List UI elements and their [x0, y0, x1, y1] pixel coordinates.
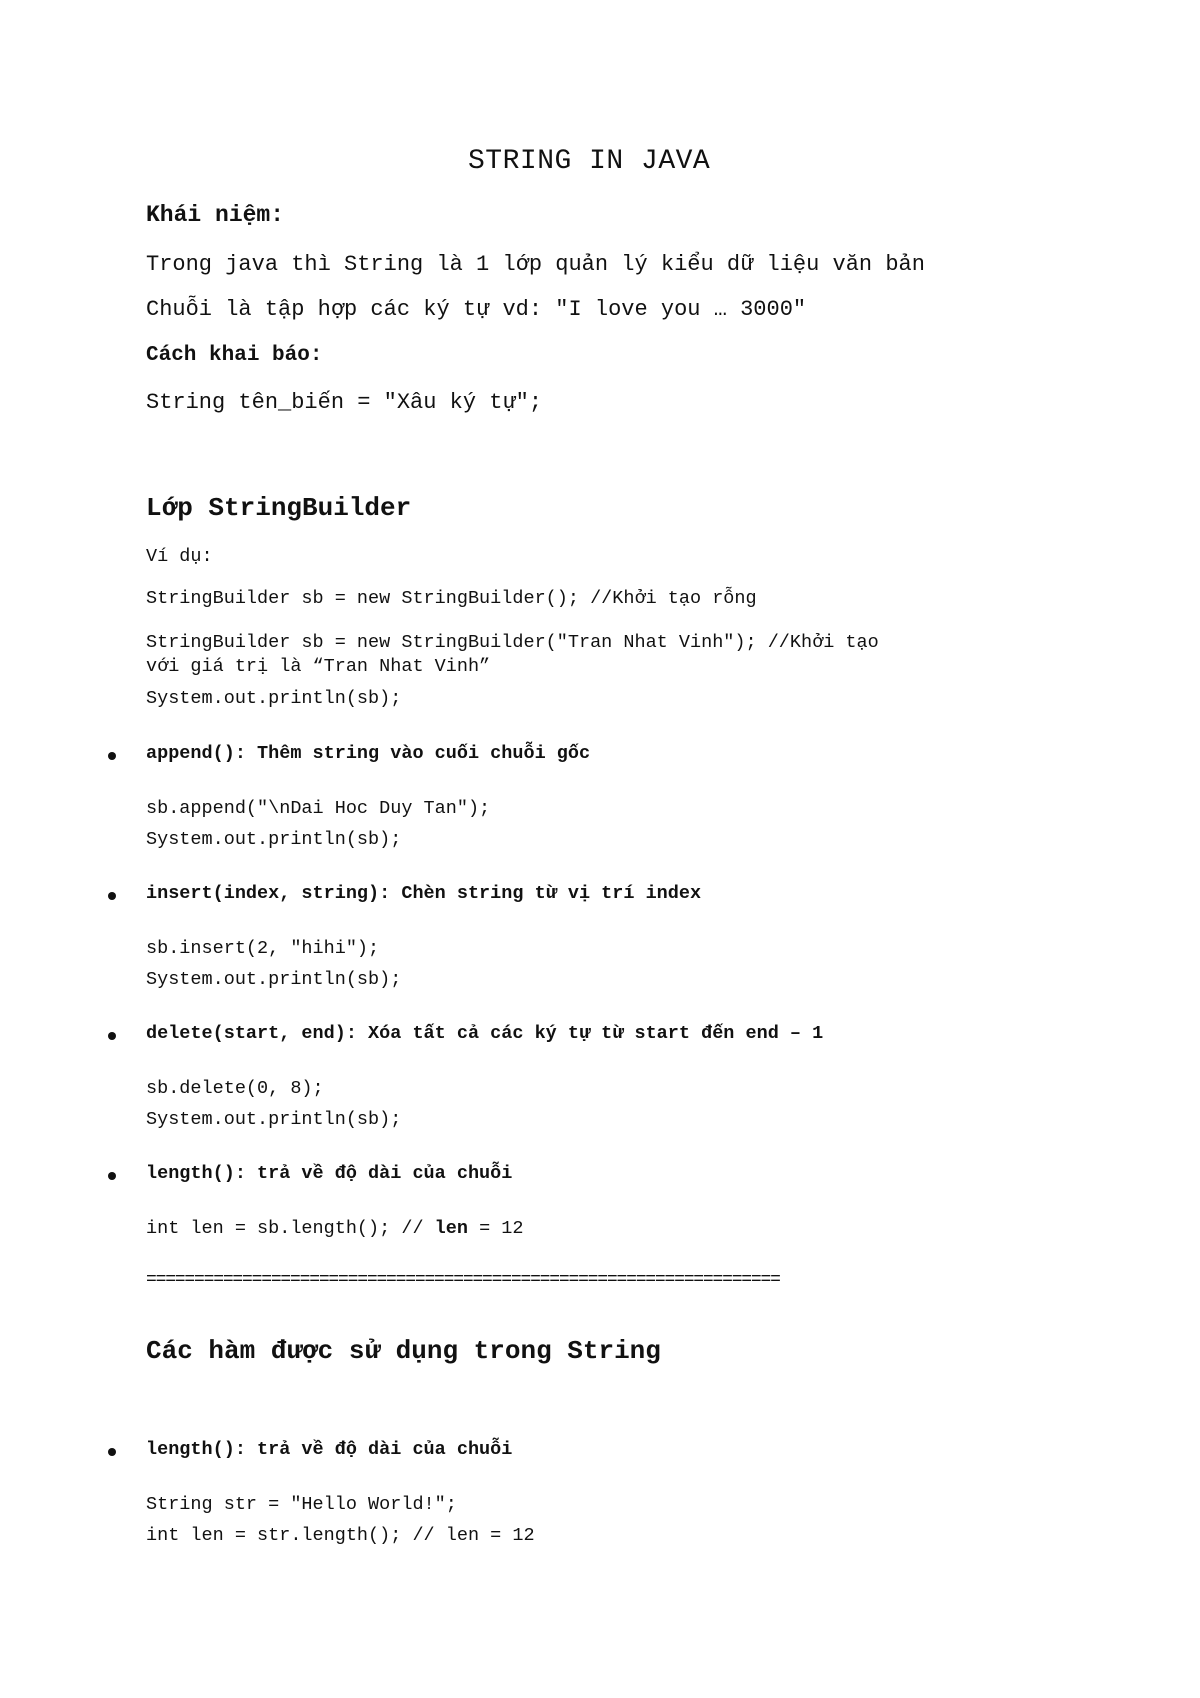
code-line: System.out.println(sb); — [146, 1109, 402, 1130]
declaration-code: String tên_biến = "Xâu ký tự"; — [146, 390, 543, 415]
method-insert-title: insert(index, string): Chèn string từ vị trí index — [146, 883, 702, 904]
code-suffix: = 12 — [467, 1218, 524, 1239]
string-length-title: length(): trả về độ dài của chuỗi — [146, 1439, 513, 1460]
code-line: System.out.println(sb); — [146, 688, 402, 709]
code-line: sb.append("\nDai Hoc Duy Tan"); — [146, 798, 491, 819]
code-line: System.out.println(sb); — [146, 969, 402, 990]
method-append-title: append(): Thêm string vào cuối chuỗi gốc — [146, 743, 591, 764]
bullet-icon — [108, 892, 116, 900]
bullet-icon — [108, 1172, 116, 1180]
bullet-icon — [108, 752, 116, 760]
string-functions-heading: Các hàm được sử dụng trong String — [146, 1336, 661, 1366]
code-line: với giá trị là “Tran Nhat Vinh” — [146, 656, 491, 677]
bullet-icon — [108, 1448, 116, 1456]
method-length-title: length(): trả về độ dài của chuỗi — [146, 1163, 513, 1184]
code-bold-keyword: len — [434, 1218, 468, 1239]
code-line: StringBuilder sb = new StringBuilder("Tran Nhat Vinh"); //Khởi tạo — [146, 632, 879, 653]
example-label: Ví dụ: — [146, 546, 213, 567]
code-prefix: int len = sb.length(); // — [146, 1218, 435, 1239]
separator-line: ================================================================== — [146, 1270, 780, 1290]
concept-line-2: Chuỗi là tập hợp các ký tự vd: "I love you … 3000" — [146, 297, 807, 322]
code-line — [146, 1218, 523, 1239]
concept-line-1: Trong java thì String là 1 lớp quản lý kiểu dữ liệu văn bản — [146, 252, 925, 277]
code-line: String str = "Hello World!"; — [146, 1494, 457, 1515]
code-line: sb.insert(2, "hihi"); — [146, 938, 380, 959]
stringbuilder-heading: Lớp StringBuilder — [146, 493, 412, 523]
code-line: StringBuilder sb = new StringBuilder(); //Khởi tạo rỗng — [146, 588, 757, 609]
bullet-icon — [108, 1032, 116, 1040]
concept-heading: Khái niệm: — [146, 202, 285, 228]
method-delete-title: delete(start, end): Xóa tất cả các ký tự từ start đến end – 1 — [146, 1023, 824, 1044]
code-line: sb.delete(0, 8); — [146, 1078, 324, 1099]
code-line: System.out.println(sb); — [146, 829, 402, 850]
code-line: int len = str.length(); // len = 12 — [146, 1525, 535, 1546]
page-title: STRING IN JAVA — [468, 146, 711, 177]
declaration-heading: Cách khai báo: — [146, 344, 323, 367]
